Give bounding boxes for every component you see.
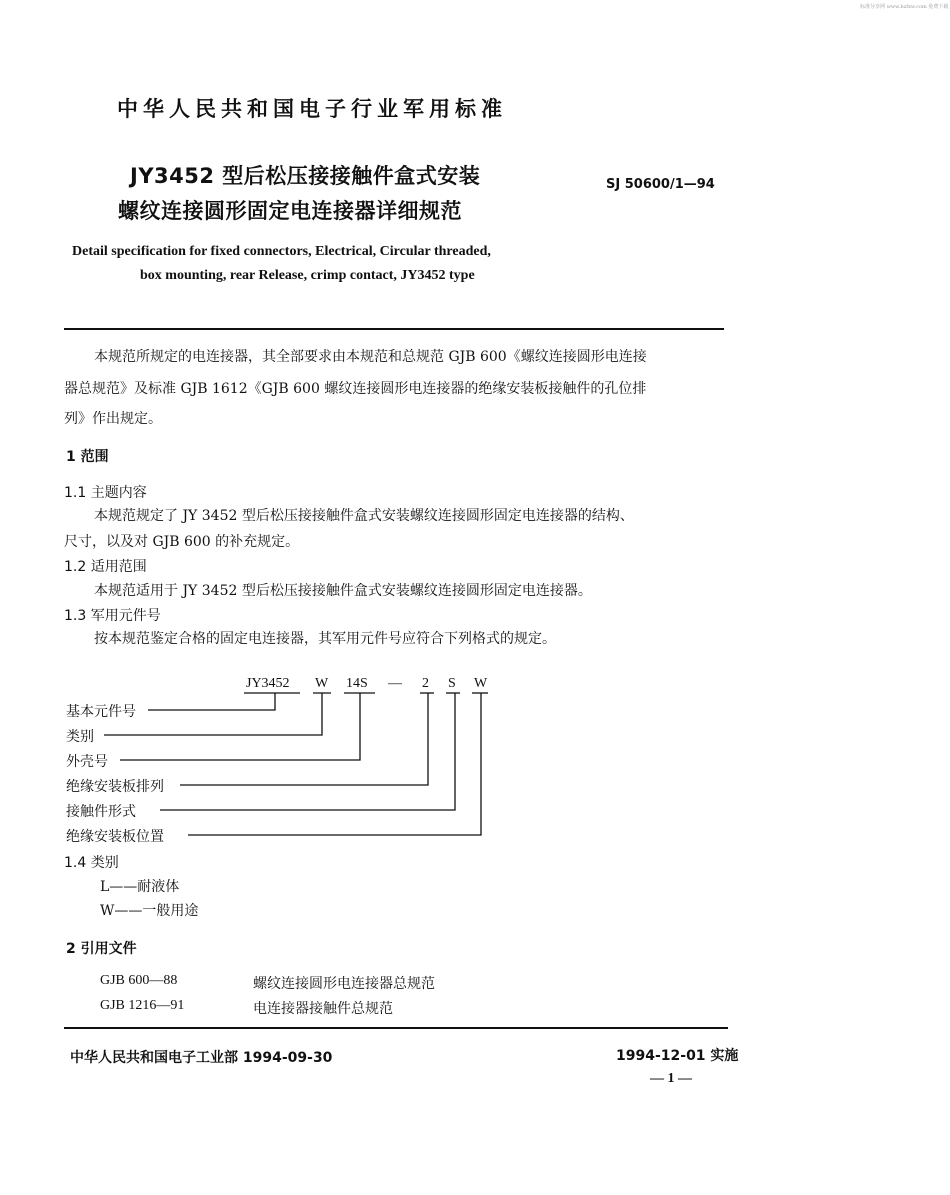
label-position: 绝缘安装板位置 [66,829,164,845]
section-1-2-heading: 1.2 适用范围 [64,559,147,575]
standard-category-header: 中华人民共和国电子行业军用标准 [117,97,507,121]
code-shell: 14S [346,676,368,691]
bottom-rule [64,1027,728,1029]
issuer-and-date: 中华人民共和国电子工业部 1994-09-30 [70,1050,333,1066]
category-item-l: L——耐液体 [100,879,180,895]
intro-line-3: 列》作出规定。 [64,411,162,427]
label-shell: 外壳号 [66,754,108,770]
category-item-w: W——一般用途 [100,903,199,919]
english-title-line-2: box mounting, rear Release, crimp contact, JY3452 type [140,268,475,283]
code-arrangement: 2 [422,676,429,691]
label-arrangement: 绝缘安装板排列 [66,779,164,795]
section-1-3-line-1: 按本规范鉴定合格的固定电连接器，其军用元件号应符合下列格式的规定。 [94,631,556,647]
section-1-1-line-2: 尺寸，以及对 GJB 600 的补充规定。 [64,534,300,550]
label-base: 基本元件号 [66,704,136,720]
label-class: 类别 [66,729,94,745]
ref-1-title: 螺纹连接圆形电连接器总规范 [253,976,435,992]
standard-number: SJ 50600/1—94 [606,177,715,192]
ref-2-code: GJB 1216—91 [100,998,185,1013]
title-line-1: JY3452 型后松压接接触件盒式安装 [130,164,481,188]
ref-2-title: 电连接器接触件总规范 [253,1001,393,1017]
code-class: W [315,676,329,691]
code-contact: S [448,676,456,691]
effective-date: 1994-12-01 实施 [616,1048,739,1064]
watermark-text: 标准分享网 www.bzfxw.com 免费下载 [860,4,949,10]
code-base: JY3452 [246,676,290,691]
section-2-heading: 2 引用文件 [66,941,137,957]
section-1-4-heading: 1.4 类别 [64,855,119,871]
section-1-1-line-1: 本规范规定了 JY 3452 型后松压接接触件盒式安装螺纹连接圆形固定电连接器的结构、 [94,508,634,524]
label-contact: 接触件形式 [66,804,136,820]
ref-1-code: GJB 600—88 [100,973,178,988]
intro-line-1: 本规范所规定的电连接器，其全部要求由本规范和总规范 GJB 600《螺纹连接圆形电连接 [94,349,647,365]
english-title-line-1: Detail specification for fixed connectors, Electrical, Circular threaded, [72,244,491,259]
code-dash: — [388,676,402,691]
section-1-2-line-1: 本规范适用于 JY 3452 型后松压接接触件盒式安装螺纹连接圆形固定电连接器。 [94,583,592,599]
section-1-1-heading: 1.1 主题内容 [64,485,147,501]
intro-line-2: 器总规范》及标准 GJB 1612《GJB 600 螺纹连接圆形电连接器的绝缘安装板接触件的孔位排 [64,381,647,397]
section-1-3-heading: 1.3 军用元件号 [64,608,161,624]
code-position: W [474,676,488,691]
page-number: — 1 — [650,1071,692,1086]
section-1-heading: 1 范围 [66,449,109,465]
title-line-2: 螺纹连接圆形固定电连接器详细规范 [118,199,462,223]
